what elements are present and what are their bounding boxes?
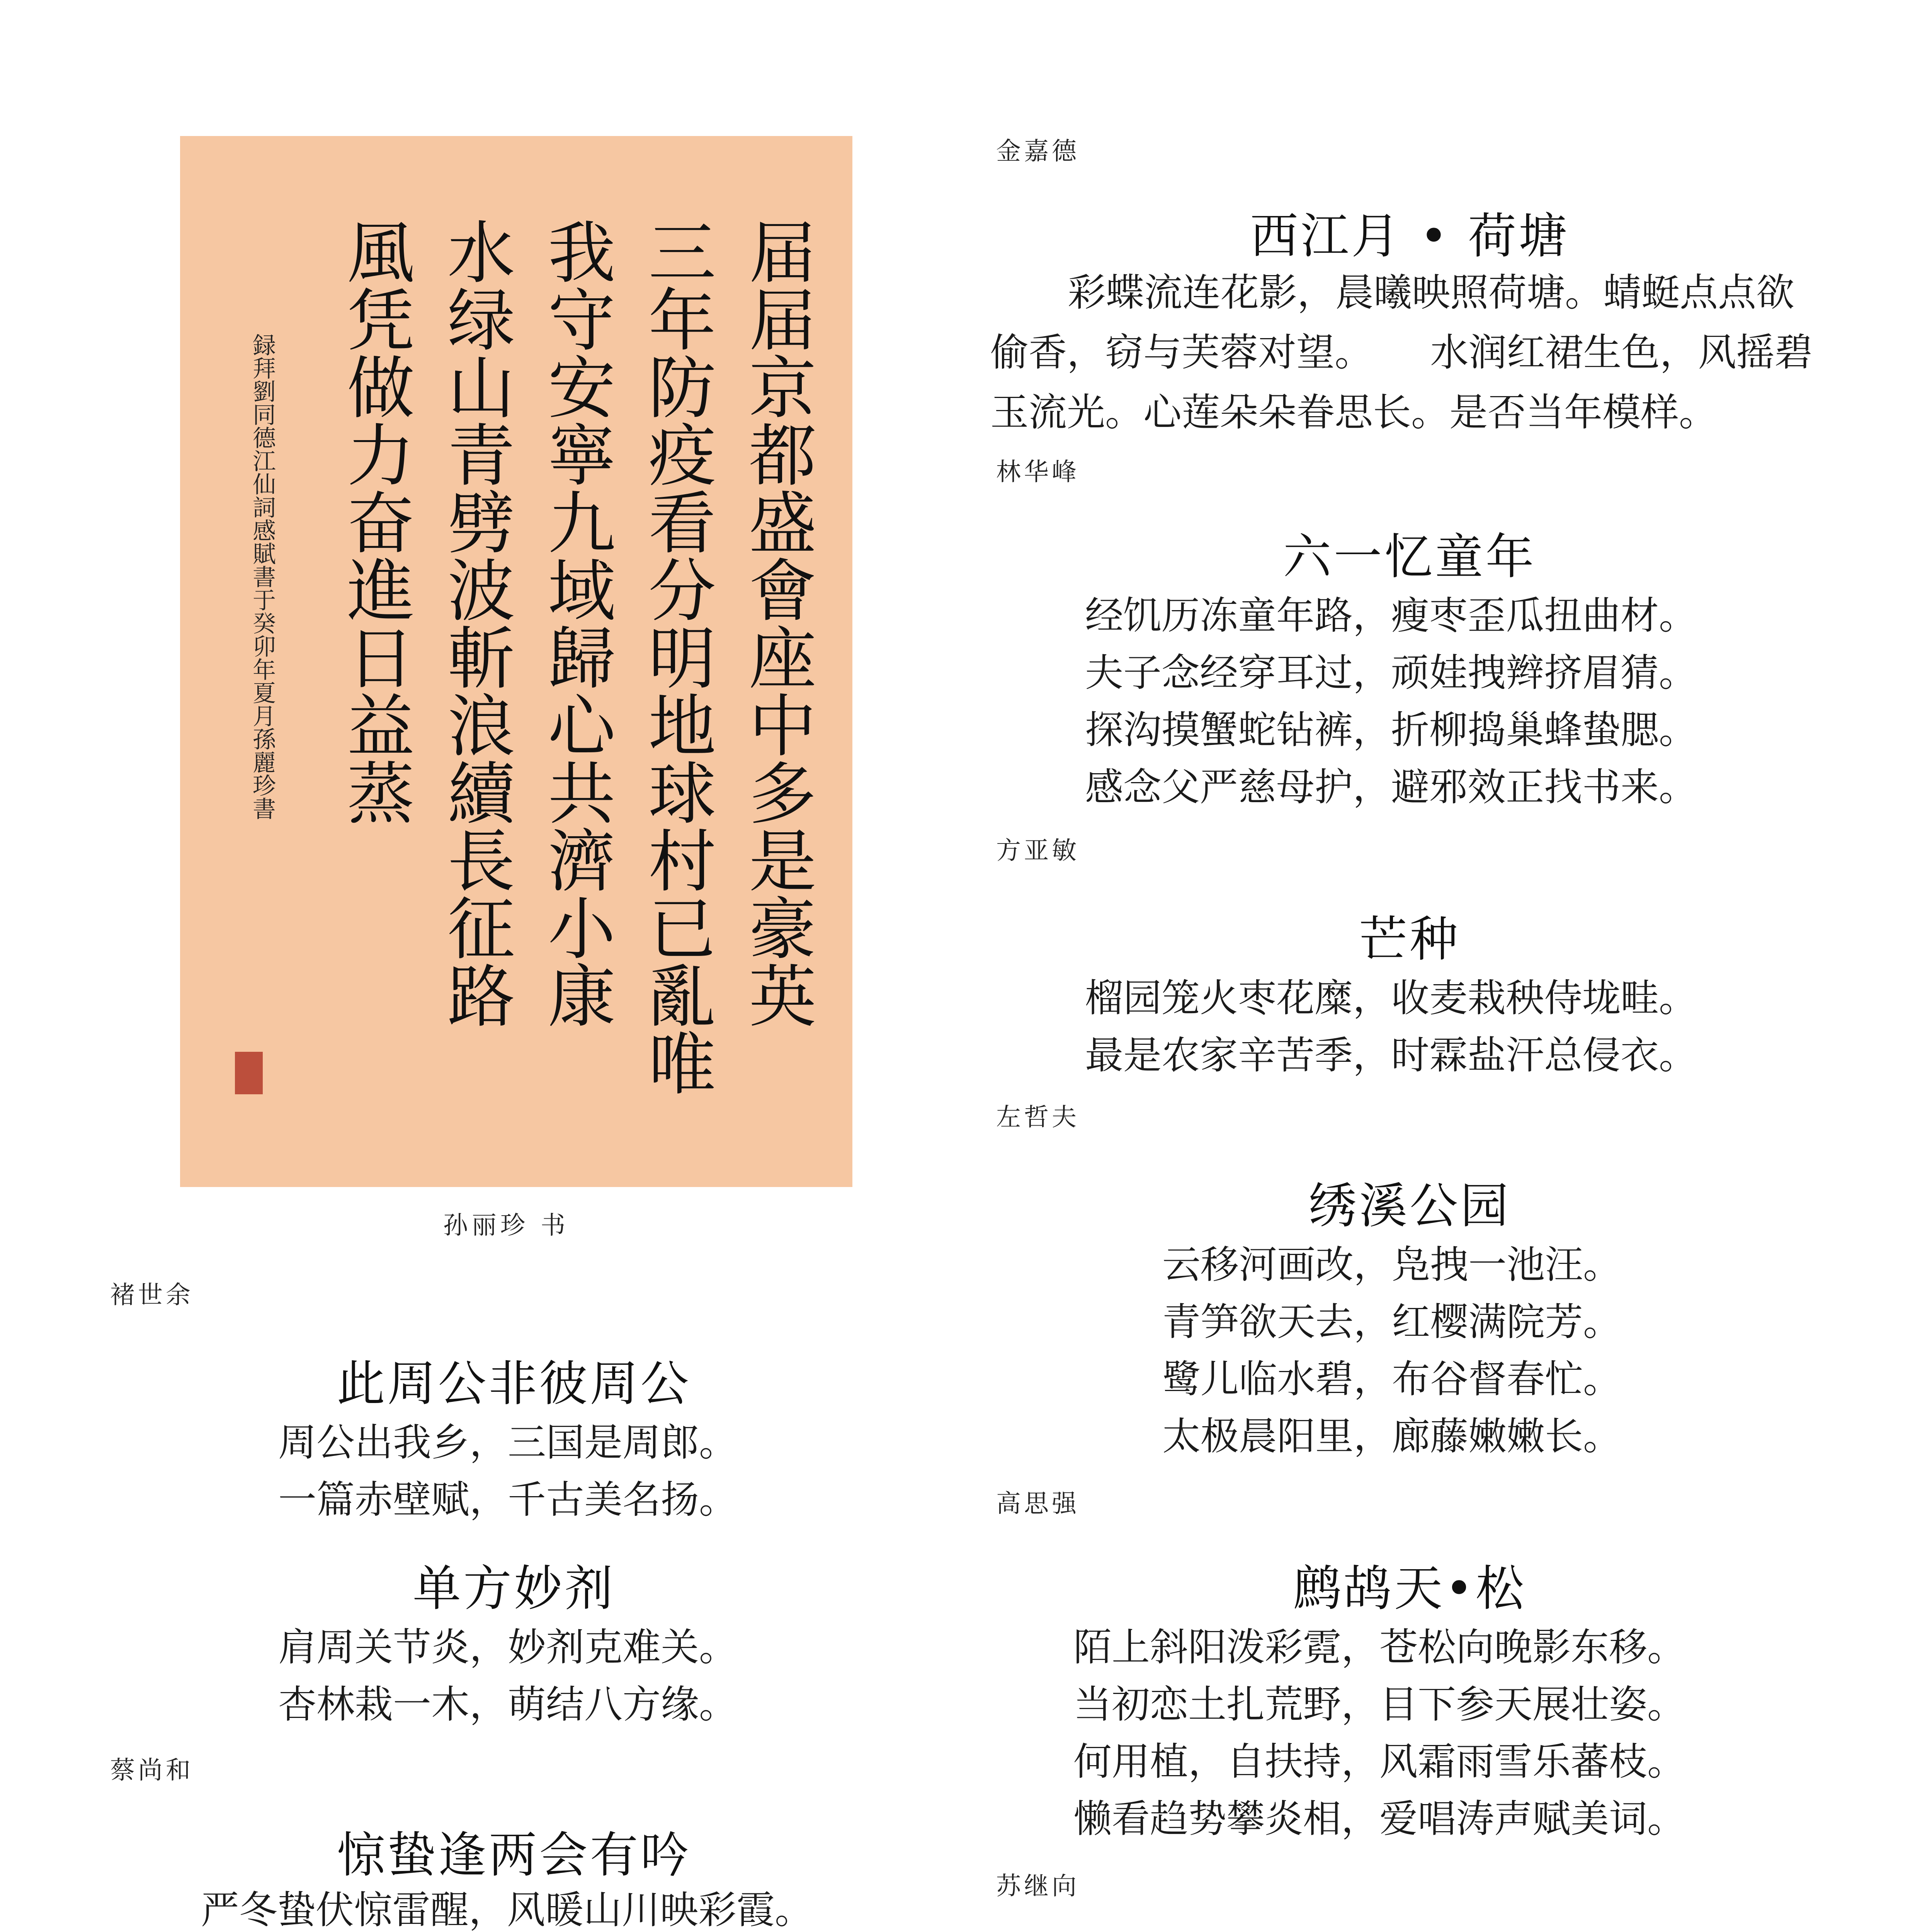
poem-title: 此周公非彼周公 [337,1356,691,1412]
calligraphy-artwork [180,136,852,1187]
poem-title: 六一忆童年 [1283,529,1536,585]
poem-line: 懒看趋势攀炎相，爱唱涛声赋美词。 [1073,1797,1685,1841]
author-name: 金嘉德 [996,137,1080,166]
poem-body [1162,1236,1621,1465]
poem-line: 严冬蛰伏惊雷醒，风暖山川映彩霞。 [201,1888,813,1932]
author-name: 高思强 [996,1490,1080,1518]
poem-line: 当初恋土扎荒野，目下参天展壮姿。 [1073,1682,1685,1727]
poem-title: 绣溪公园 [1308,1178,1511,1234]
author-name: 方亚敏 [996,837,1080,865]
author-name: 左哲夫 [996,1103,1080,1132]
calligraphy-column: 三年防疫看分明地球村已亂唯 [637,217,716,1096]
poem-line: 一篇赤壁赋，千古美名扬。 [278,1478,737,1522]
author-name: 褚世余 [110,1281,194,1310]
poem-body [1073,1619,1685,1848]
poem-title: 单方妙剂 [413,1561,615,1617]
poem-line: 陌上斜阳泼彩霓，苍松向晚影东移。 [1073,1625,1685,1670]
poem-title: 惊蛰逢两会有吟 [337,1827,691,1883]
poem-line: 最是农家辛苦季，时霖盐汗总侵衣。 [1085,1033,1697,1078]
poem-body [201,1882,813,1932]
poem-body [1085,970,1697,1084]
poem-line: 感念父严慈母护，避邪效正找书来。 [1085,765,1697,810]
poem-line: 云移河画改，凫拽一池汪。 [1162,1243,1621,1287]
poem-line: 夫子念经穿耳过，顽娃拽辫挤眉猜。 [1085,651,1697,695]
poem-line: 杏林栽一木，萌结八方缘。 [278,1682,737,1727]
author-name: 蔡尚和 [110,1756,194,1785]
calligraphy-column: 我守安寧九域歸心共濟小康 [537,217,615,1029]
poem-line: 探沟摸蟹蛇钻裤，折柳捣巢蜂蛰腮。 [1085,708,1697,752]
seal-stamp-icon [235,1052,263,1094]
artwork-caption: 孙丽珍 书 [443,1211,570,1240]
poem-title: 鹧鸪天•松 [1293,1561,1526,1617]
poem-body [278,1619,737,1733]
poem-prose: 彩蝶流连花影，晨曦映照荷塘。蜻蜓点点欲偷香，窃与芙蓉对望。 水润红裙生色，风摇碧玉流光。心莲朵朵眷思长。是否当年模样。 [990,270,1813,435]
calligraphy-column: 風凭做力奋進日益蒸 [336,217,414,826]
poem-body [1085,587,1697,816]
poem-line: 太极晨阳里，廊藤嫩嫩长。 [1162,1414,1621,1459]
calligraphy-column: 水绿山青劈波斬浪續長征路 [436,217,515,1029]
poem-line: 榴园笼火枣花糜，收麦栽秧侍垅畦。 [1085,976,1697,1020]
calligraphy-inscription: 録拜劉同德江仙詞感賦書于癸卯年夏月孫麗珍書 [249,333,276,820]
poem-body [278,1414,737,1529]
poem-line: 鹭儿临水碧，布谷督春忙。 [1162,1357,1621,1401]
poem-line: 经饥历冻童年路，瘦枣歪瓜扭曲材。 [1085,594,1697,638]
poem-title: 芒种 [1359,912,1460,968]
calligraphy-column: 届届京都盛會座中多是豪英 [738,217,816,1029]
poem-line: 何用植，自扶持，风霜雨雪乐蕃枝。 [1073,1740,1685,1784]
poem-line: 周公出我乡，三国是周郎。 [278,1420,737,1465]
author-name: 苏继向 [996,1872,1080,1901]
poem-line: 青笋欲天去，红樱满院芳。 [1162,1300,1621,1344]
poem-title: 西江月 • 荷塘 [1250,208,1570,264]
poem-line: 肩周关节炎，妙剂克难关。 [278,1625,737,1670]
author-name: 林华峰 [996,458,1080,486]
